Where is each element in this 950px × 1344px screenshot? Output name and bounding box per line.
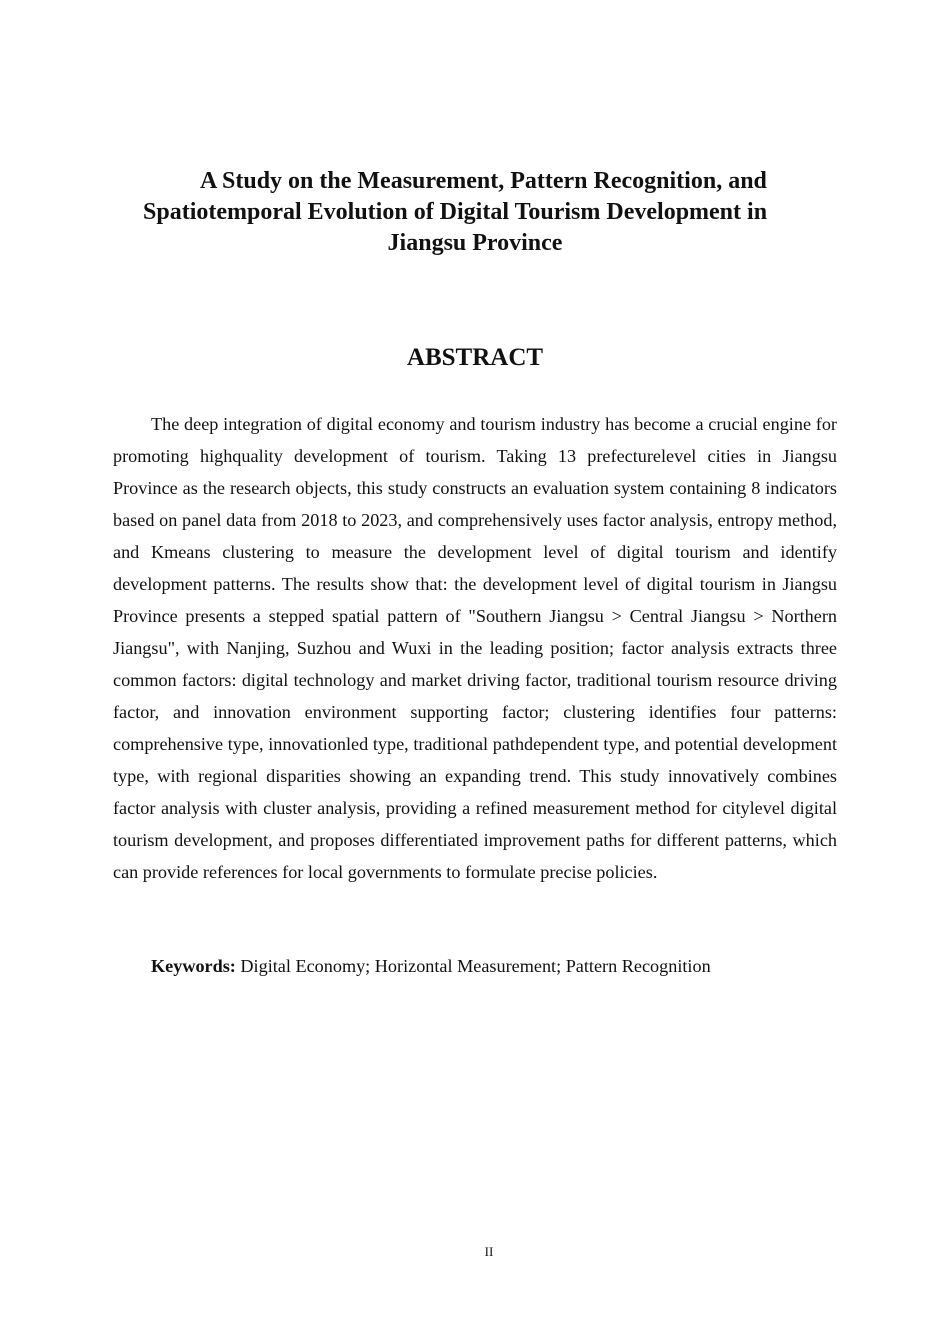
abstract-body: The deep integration of digital economy and tourism industry has become a crucial engine for promoting highquality development of tourism. Taking 13 prefecturelevel cities in Jiangsu Province as the research objects, this study constructs an evaluation system containing 8 indicators based on panel data from 2018 to 2023, and comprehensively uses factor analysis, entropy method, and Kmeans clustering to measure the development level of digital tourism and identify development patterns. The results show that: the development level of digital tourism in Jiangsu Province presents a stepped spatial pattern of "Southern Jiangsu > Central Jiangsu > Northern Jiangsu", with Nanjing, Suzhou and Wuxi in the leading position; factor analysis extracts three common factors: digital technology and market driving factor, traditional tourism resource driving factor, and innovation environment supporting factor; clustering identifies four patterns: comprehensive type, innovationled type, traditional pathdependent type, and potential development type, with regional disparities showing an expanding trend. This study innovatively combines factor analysis with cluster analysis, providing a refined measurement method for citylevel digital tourism development, and proposes differentiated improvement paths for different patterns, which can provide references for local governments to formulate precise policies.: [113, 414, 837, 882]
keywords-label: Keywords:: [151, 956, 236, 976]
title-line-3: Jiangsu Province: [387, 230, 563, 256]
title-line-2: Spatiotemporal Evolution of Digital Tourism Development in: [143, 199, 768, 225]
abstract-heading: ABSTRACT: [406, 344, 544, 371]
title-line-1: A Study on the Measurement, Pattern Recognition, and: [200, 168, 767, 194]
keywords-line: [151, 952, 841, 980]
keywords-list: Digital Economy; Horizontal Measurement; Pattern Recognition: [240, 956, 711, 976]
paper-title: [120, 166, 830, 259]
page-number: II: [484, 1244, 494, 1259]
